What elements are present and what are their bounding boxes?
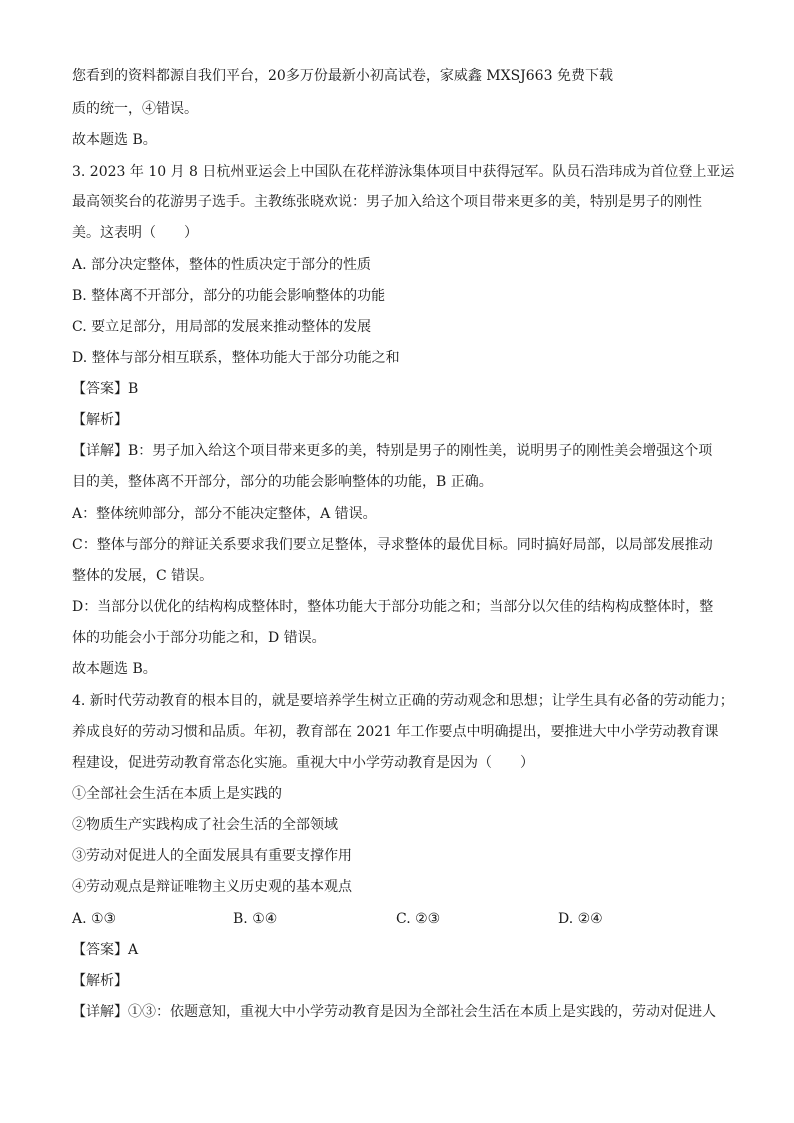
option-a: A. ①③ — [72, 911, 117, 927]
answer-label: 【答案】A — [72, 942, 139, 958]
options-row — [72, 910, 752, 928]
text-line: 故本题选 B。 — [72, 132, 157, 148]
option-c: C. 要立足部分，用局部的发展来推动整体的发展 — [72, 319, 372, 335]
option-a: A. 部分决定整体，整体的性质决定于部分的性质 — [72, 257, 372, 273]
text-line: 质的统一，④错误。 — [72, 101, 198, 117]
detail-line: A：整体统帅部分，部分不能决定整体，A 错误。 — [72, 506, 377, 522]
option-c: C. ②③ — [396, 911, 441, 927]
option-d: D. 整体与部分相互联系，整体功能大于部分功能之和 — [72, 350, 400, 366]
analysis-label: 【解析】 — [72, 412, 128, 428]
answer-label: 【答案】B — [72, 381, 139, 397]
detail-line: 目的美，整体离不开部分，部分的功能会影响整体的功能，B 正确。 — [72, 474, 493, 490]
question-3-line: 最高领奖台的花游男子选手。主教练张晓欢说：男子加入给这个项目带来更多的美，特别是男子的刚性 — [72, 194, 702, 210]
detail-line: 体的功能会小于部分功能之和，D 错误。 — [72, 630, 326, 646]
option-b: B. 整体离不开部分，部分的功能会影响整体的功能 — [72, 288, 386, 304]
statement-3: ③劳动对促进人的全面发展具有重要支撑作用 — [72, 848, 352, 864]
conclusion-line: 故本题选 B。 — [72, 661, 157, 677]
detail-line: 【详解】B：男子加入给这个项目带来更多的美，特别是男子的刚性美，说明男子的刚性美会增强这个项 — [72, 443, 713, 459]
question-4-line: 程建设，促进劳动教育常态化实施。重视大中小学劳动教育是因为（ ） — [72, 755, 534, 771]
statement-1: ①全部社会生活在本质上是实践的 — [72, 786, 282, 802]
header-notice: 您看到的资料都源自我们平台，20多万份最新小初高试卷，家威鑫 MXSJ663 免费下载 — [72, 68, 613, 84]
option-b: B. ①④ — [233, 911, 278, 927]
question-4-line: 养成良好的劳动习惯和品质。年初，教育部在 2021 年工作要点中明确提出，要推进大中小学劳动教育课 — [72, 724, 719, 740]
analysis-label: 【解析】 — [72, 973, 128, 989]
detail-line: 整体的发展，C 错误。 — [72, 568, 214, 584]
question-3-line: 美。这表明（ ） — [72, 225, 198, 241]
option-d: D. ②④ — [558, 911, 603, 927]
detail-line: D：当部分以优化的结构构成整体时，整体功能大于部分功能之和；当部分以欠佳的结构构成整体时，整 — [72, 599, 714, 615]
question-4-line: 4. 新时代劳动教育的根本目的，就是要培养学生树立正确的劳动观念和思想；让学生具有必备的劳动能力； — [72, 693, 734, 709]
detail-line: 【详解】①③：依题意知，重视大中小学劳动教育是因为全部社会生活在本质上是实践的，劳动对促进人 — [72, 1004, 716, 1020]
statement-4: ④劳动观点是辩证唯物主义历史观的基本观点 — [72, 879, 352, 895]
question-3-line: 3. 2023 年 10 月 8 日杭州亚运会上中国队在花样游泳集体项目中获得冠军。队员石浩玮成为首位登上亚运 — [72, 164, 735, 180]
statement-2: ②物质生产实践构成了社会生活的全部领域 — [72, 817, 338, 833]
detail-line: C：整体与部分的辩证关系要求我们要立足整体，寻求整体的最优目标。同时搞好局部，以局部发展推动 — [72, 537, 713, 553]
